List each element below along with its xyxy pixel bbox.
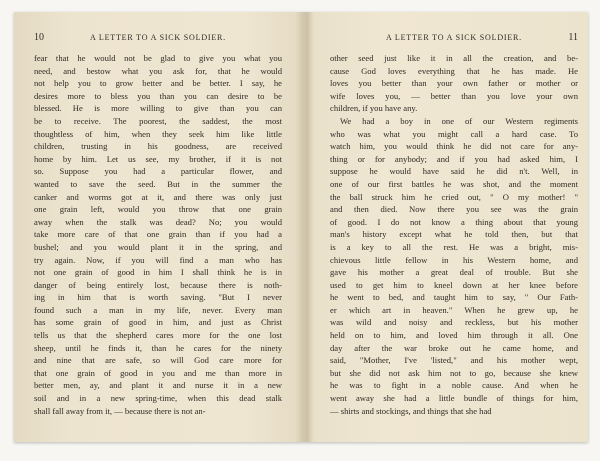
left-page-header <box>34 32 282 46</box>
text-line: gave his mother a great deal of trouble. But she <box>330 267 578 278</box>
text-line: suppose he would have said he did n't. Well, in <box>330 166 578 177</box>
text-line: held on to him, and loved him through it all. One <box>330 330 578 341</box>
text-line: blessed. He is more willing to give than you can <box>34 103 282 114</box>
text-line: bushel; and you would plant it in the spring, and <box>34 241 282 252</box>
text-line: thing or for anybody; and if you had asked him, I <box>330 153 578 164</box>
text-line: man's history except what he told then, but that <box>330 229 578 240</box>
text-line: ing in him that is worth saving. "But I never <box>34 292 282 303</box>
text-line: that one grain of good in you and me than more in <box>34 367 282 378</box>
text-line: one grain left, would you throw that one grain <box>34 204 282 215</box>
text-line: not help you to grow better and be better. I say, he <box>34 78 282 89</box>
text-line: try again. Now, if you will find a man who has <box>34 254 282 265</box>
text-line: er which art in heaven." When he grew up, he <box>330 304 578 315</box>
text-line: danger of being entirely lost, because there is noth- <box>34 279 282 290</box>
text-line: other seed just like it in all the creation, and be- <box>330 53 578 63</box>
page-number: 10 <box>34 32 44 43</box>
text-line: not one grain of good in him I shall think he is in <box>34 267 282 278</box>
text-line: We had a boy in one of our Western regiments <box>340 115 578 126</box>
running-head: A LETTER TO A SICK SOLDIER. <box>90 33 226 42</box>
text-line: so. Suppose you had a particular flower, and <box>34 166 282 177</box>
right-page-body <box>330 52 578 417</box>
text-line: is a key to all the rest. He was a bright, mis- <box>330 241 578 252</box>
page-number: 11 <box>568 32 578 43</box>
text-line: who was what you might call a hard case. To <box>330 128 578 139</box>
text-line: shall fall away from it, — because there is not an- <box>34 405 206 416</box>
text-line: soil and in a new spring-time, when this dead stalk <box>34 393 282 404</box>
text-line: found such a man in my life, never. Every man <box>34 304 282 315</box>
text-line: he was to fight in a noble cause. And when he <box>330 380 578 391</box>
text-line: canker and worms got at it, and there was only just <box>34 191 282 202</box>
text-line: and then died. Now there you see was the grain <box>330 204 578 215</box>
text-line: children, if you have any. <box>330 103 418 114</box>
text-line: and nine that are safe, so will God care more for <box>34 355 282 366</box>
text-line: one of our first battles he was shot, and the moment <box>330 178 578 189</box>
text-line: better men, ay, and plant it and nurse it in a new <box>34 380 282 391</box>
text-line: used to get him to kneel down at her knee before <box>330 279 578 290</box>
text-line: need, and bestow what you ask for, that he would <box>34 65 282 76</box>
text-line: sheep, until he finds it, than he cares for the ninety <box>34 342 282 353</box>
running-head: A LETTER TO A SICK SOLDIER. <box>386 33 522 42</box>
text-line: day after the war broke out he came home, and <box>330 342 578 353</box>
left-page-body <box>34 52 282 417</box>
text-line: thoughtless of him, when they seek him like little <box>34 128 282 139</box>
text-line: wife loves you, — better than you love your own <box>330 90 578 101</box>
text-line: away when the stalk was dead? No; you would <box>34 216 282 227</box>
text-line: children, trusting in his goodness, are received <box>34 141 282 152</box>
text-line: watch him, you would think he did not care for any- <box>330 141 578 152</box>
text-line: said, "Mother, I've 'listed," and his mother wept, <box>330 355 578 366</box>
text-line: the ball struck him he cried out, " O my mother! " <box>330 191 578 202</box>
text-line: be to receive. The poorest, the saddest, the most <box>34 115 282 126</box>
open-book-spread <box>14 12 588 442</box>
left-page <box>34 32 282 417</box>
text-line: — shirts and stockings, and things that she had <box>330 405 492 416</box>
text-line: tells us that the shepherd cares more for the one lost <box>34 330 282 341</box>
text-line: of good. I do not know a thing about that young <box>330 216 578 227</box>
text-line: but she did not ask him not to go, because she knew <box>330 367 578 378</box>
text-line: went away she had a little bundle of things for him, <box>330 393 578 404</box>
text-line: has some grain of good in him, and just as Christ <box>34 317 282 328</box>
text-line: cause God loves everything that he has made. He <box>330 65 578 76</box>
text-line: home by him. Let us see, my brother, if it is not <box>34 153 282 164</box>
text-line: he went to bed, and taught him to say, " Our Fath- <box>330 292 578 303</box>
text-line: desires more to bless you than you can desire to be <box>34 90 282 101</box>
right-page-header <box>330 32 578 46</box>
text-line: loves you better than your own father or mother or <box>330 78 578 89</box>
text-line: fear that he would not be glad to give you what you <box>34 53 282 63</box>
text-line: was wild and noisy and reckless, but his mother <box>330 317 578 328</box>
text-line: chievous little fellow in his Western home, and <box>330 254 578 265</box>
text-line: take more care of that one grain than if you had a <box>34 229 282 240</box>
right-page <box>330 32 578 417</box>
text-line: wanted to save the seed. But in the summer the <box>34 178 282 189</box>
